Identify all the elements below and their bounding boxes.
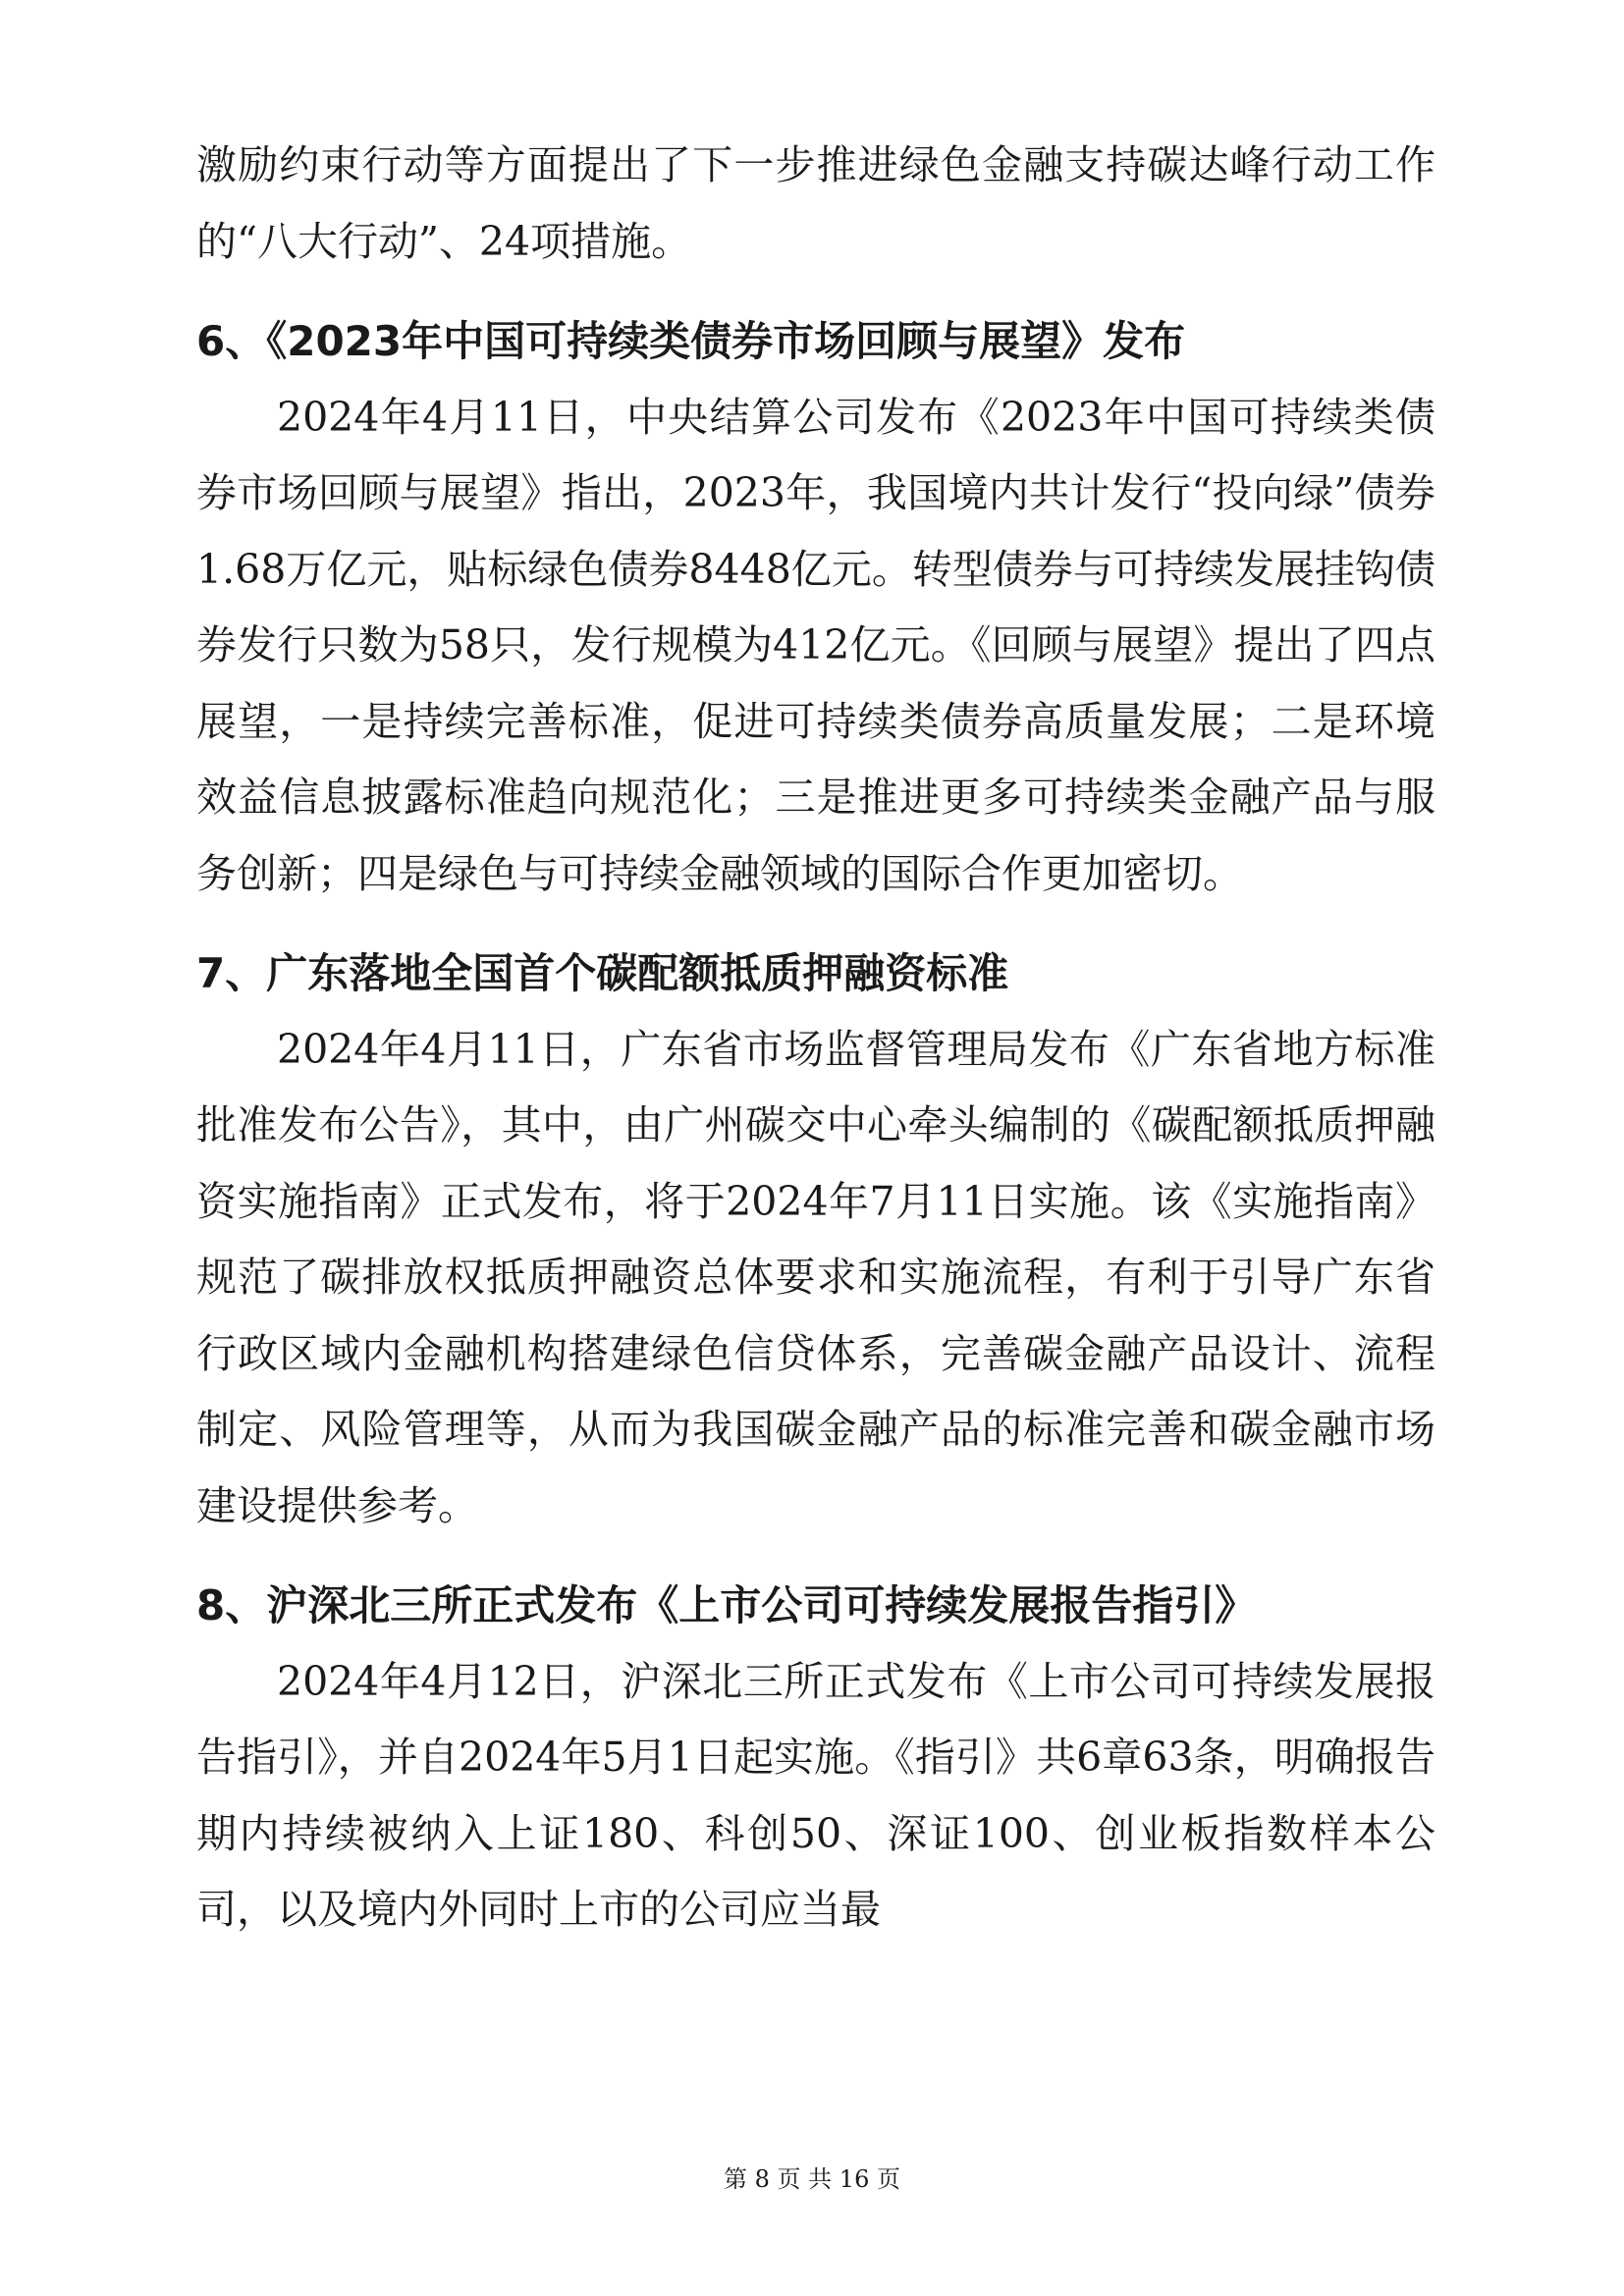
section-body-7: 2024年4月11日，广东省市场监督管理局发布《广东省地方标准批准发布公告》，其中，由广州碳交中心牵头编制的《碳配额抵质押融资实施指南》正式发布，将于2024年7月11日实施。该《实施指南》规范了碳排放权抵质押融资总体要求和实施流程，有利于引导广东省行政区域内金融机构搭建绿色信贷体系，完善碳金融产品设计、流程制定、风险管理等，从而为我国碳金融产品的标准完善和碳金融市场建设提供参考。 bbox=[196, 1025, 1435, 1529]
section-heading-7: 7、广东落地全国首个碳配额抵质押融资标准 bbox=[196, 949, 1009, 997]
page-footer: 第 8 页 共 16 页 bbox=[724, 2165, 900, 2193]
section-heading-6: 6、《2023年中国可持续类债券市场回顾与展望》发布 bbox=[196, 317, 1186, 365]
section-heading-8: 8、沪深北三所正式发布《上市公司可持续发展报告指引》 bbox=[196, 1581, 1257, 1629]
section-body-6: 2024年4月11日，中央结算公司发布《2023年中国可持续类债券市场回顾与展望》指出，2023年，我国境内共计发行“投向绿”债券1.68万亿元，贴标绿色债券8448亿元。转型债券与可持续发展挂钩债券发行只数为58只，发行规模为412亿元。《回顾与展望》提出了四点展望，一是持续完善标准，促进可持续类债券高质量发展；二是环境效益信息披露标准趋向规范化；三是推进更多可持续类金融产品与服务创新；四是绿色与可持续金融领域的国际合作更加密切。 bbox=[196, 393, 1435, 897]
section-body-8: 2024年4月12日，沪深北三所正式发布《上市公司可持续发展报告指引》，并自2024年5月1日起实施。《指引》共6章63条，明确报告期内持续被纳入上证180、科创50、深证100、创业板指数样本公司，以及境内外同时上市的公司应当最 bbox=[196, 1657, 1435, 1933]
continuation-paragraph: 激励约束行动等方面提出了下一步推进绿色金融支持碳达峰行动工作的“八大行动”、24项措施。 bbox=[196, 141, 1435, 265]
document-body bbox=[196, 128, 1435, 1949]
